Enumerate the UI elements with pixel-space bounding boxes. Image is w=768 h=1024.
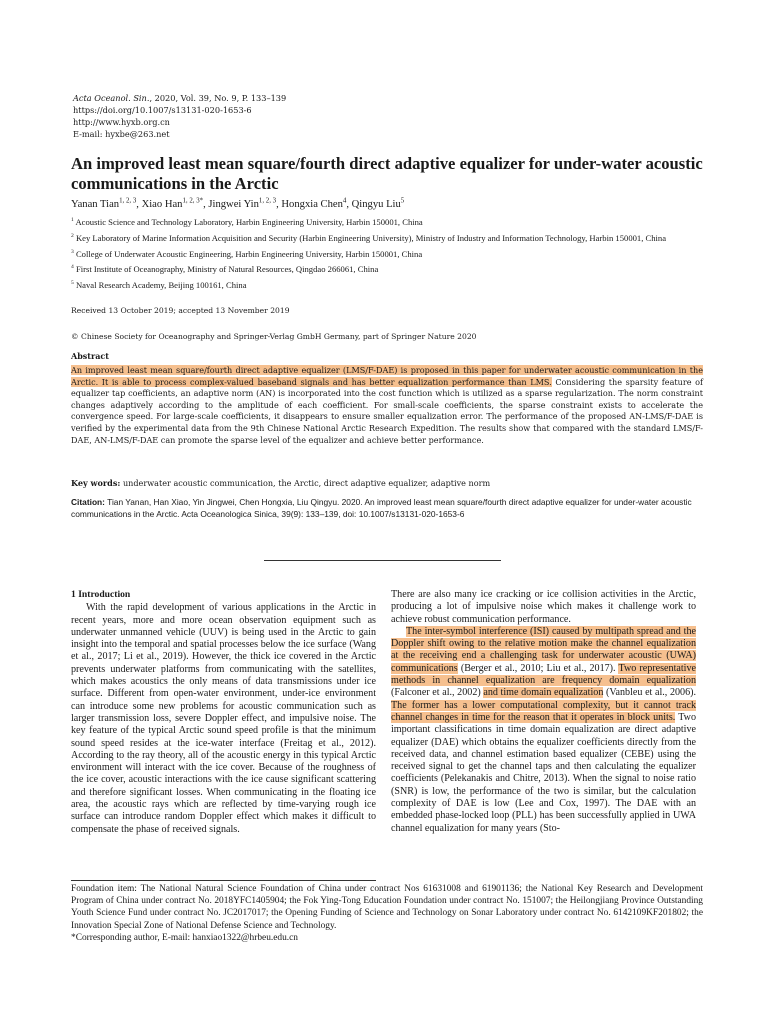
author-separator: ,	[203, 199, 209, 210]
author-name: Jingwei Yin	[208, 199, 259, 210]
affiliation-item	[71, 233, 711, 245]
intro-paragraph-1: With the rapid development of various applications in the Arctic in recent years, more and more ocean observation equipment such as underwater unmanned vehicle (UUV) is being used in the Arctic to gain insight into the temporal and spatial processes below the ice surface (Wang et al., 2017; Li et al., 2019). However, the thick ice covered in the Arctic prevents underwater platforms from communicating with the satellites, which makes acoustics the only means of data transmissions under ice surface. Different from open-water environment, under-ice environment can introduce some new problems for acoustic communication such as larger transmission loss, severe Doppler effect, and impulsive noise. The key feature of the typical Arctic sound speed profile is that the minimum sound speed resides at the ice-water interface (Freitag et al., 2012). According to the ray theory, all of the acoustic energy in this typical Arctic environment will interact with the ice cover. Because of the roughness of the ice cover, acoustic interactions with the ice cause significant scattering and therefore significant losses. When communicating in the floating ice area, the acoustic rays which are reflected by time-varying rough ice surface can introduce random Doppler effect which makes it difficult to compensate the phase of received signals.	[71, 602, 376, 835]
author-separator: ,	[276, 199, 282, 210]
affiliation-text: College of Underwater Acoustic Engineering, Harbin Engineering University, Harbin 150001, China	[73, 248, 423, 259]
affiliation-item	[71, 249, 711, 261]
author-list	[71, 199, 404, 210]
author-affiliation-marker: 1, 2, 3	[258, 197, 277, 205]
journal-header	[73, 92, 286, 140]
affiliation-list	[71, 217, 711, 296]
citation-label: Citation:	[71, 497, 105, 507]
corresponding-author-footnote: *Corresponding author, E-mail: hanxiao1322@hrbeu.edu.cn	[71, 932, 298, 943]
paper-title: An improved least mean square/fourth direct adaptive equalizer for under-water acoustic communications in the Arctic	[71, 154, 703, 193]
author-separator: ,	[346, 199, 352, 210]
abstract-heading: Abstract	[71, 351, 109, 361]
affiliation-item	[71, 280, 711, 292]
keywords-label: Key words:	[71, 478, 121, 488]
affiliation-number: 5	[71, 280, 74, 287]
intro-paragraph-3-rest: Two important classifications in time domain equalization are direct adaptive equalizer (DAE) which obtains the equalizer coefficients directly from the received data, and channel estimation based equalizer (CEBE) using the received signal to get the channel taps and then calculating the equalizer coefficients (Pelekanakis and Chitre, 2013). When the signal to noise ratio (SNR) is low, the performance of the two is similar, but the calculation complexity of DAE is low (Lee and Cox, 1997). The DAE with an embedded phase-locked loop (PLL) has been successfully applied in UWA channel equalization for many years (Sto-	[391, 711, 697, 834]
author-name: Hongxia Chen	[281, 199, 343, 210]
citation	[71, 496, 703, 520]
highlight-isi: The inter-symbol interference (ISI) caused by multipath spread and the Doppler shift owing to the relative motion make the channel equalization at the receiving end a challenging task for underwater acoustic (UWA) communications	[391, 625, 696, 674]
column-right	[391, 589, 696, 835]
footnote-divider	[71, 880, 376, 881]
section-divider	[264, 560, 501, 561]
affiliation-text: Naval Research Academy, Beijing 100161, China	[73, 280, 247, 291]
author-name: Yanan Tian	[71, 199, 120, 210]
author-affiliation-marker: 4	[342, 197, 347, 205]
affiliation-text: Key Laboratory of Marine Information Acquisition and Security (Harbin Engineering University), Ministry of Industry and Information Technology, Harbin 150001, China	[73, 232, 667, 243]
author-affiliation-marker: 5	[400, 197, 405, 205]
affiliation-number: 1	[71, 217, 74, 224]
journal-email: E-mail: hyxbe@263.net	[73, 129, 170, 139]
column-left	[71, 589, 376, 836]
affiliation-item	[71, 217, 711, 229]
author-separator: ,	[136, 199, 142, 210]
author-name: Xiao Han	[141, 199, 183, 210]
abstract-highlight: An improved least mean square/fourth direct adaptive equalizer (LMS/F-DAE) is proposed in this paper for underwater acoustic communication in the Arctic. It is able to process complex-valued baseband signals and has better equalization performance than LMS.	[71, 365, 703, 387]
funding-footnote: Foundation item: The National Natural Science Foundation of China under contract Nos 61631008 and 61901136; the National Key Research and Development Program of China under contract No. 2018YFC1405904; the Fok Ying-Tong Education Foundation under contract No. 151007; the Heilongjiang Province Outstanding Youth Science Fund under contract No. JC2017017; the Opening Funding of Science and Technology on Sonar Laboratory under contract No. 6142109KF201802; the Innovation Special Zone of National Defense Science and Technology.	[71, 884, 703, 931]
footnotes	[71, 883, 703, 944]
journal-volume: , 2020, Vol. 39, No. 9, P. 133–139	[149, 93, 287, 103]
keywords	[71, 478, 490, 488]
abstract-text: Considering the sparsity feature of equalizer tap coefficients, an adaptive norm (AN) is incorporated into the cost function which is utilized as a sparse regularization. The norm constraint changes adaptively according to the amplitude of each coefficient. For small-scale coefficients, the sparse constraint exists to accelerate the convergence speed. For large-scale coefficients, it disappears to ensure smaller equalization error. The performance of the proposed AN-LMS/F-DAE is verified by the experimental data from the 9th Chinese National Arctic Research Expedition. The results show that compared with the standard LMS/F-DAE, AN-LMS/F-DAE can promote the sparse level of the equalizer and achieve better performance.	[71, 376, 703, 445]
citation-text: Tian Yanan, Han Xiao, Yin Jingwei, Chen Hongxia, Liu Qingyu. 2020. An improved least mean square/fourth direct adaptive equalizer for under-water acoustic communications in the Arctic. Acta Oceanologica Sinica, 39(9): 133–139, doi: 10.1007/s13131-020-1653-6	[71, 497, 692, 519]
abstract-body	[71, 365, 703, 446]
intro-paragraph-3	[391, 626, 696, 835]
author-affiliation-marker: 1, 2, 3*	[182, 197, 204, 205]
ref-vanbleu: (Vanbleu et al., 2006).	[603, 687, 697, 699]
received-dates: Received 13 October 2019; accepted 13 November 2019	[71, 306, 290, 315]
intro-paragraph-2: There are also many ice cracking or ice collision activities in the Arctic, producing a lot of impulsive noise which makes it challenge work to achieve robust communication performance.	[391, 589, 696, 625]
copyright-notice: © Chinese Society for Oceanography and Springer-Verlag GmbH Germany, part of Springer Nature 2020	[71, 332, 477, 341]
author-name: Qingyu Liu	[351, 199, 401, 210]
highlight-former: The former has a lower computational complexity, but it cannot track channel changes in time for the reason that it operates in block units.	[391, 699, 696, 723]
journal-name: Acta Oceanol. Sin.	[73, 93, 150, 103]
affiliation-number: 4	[71, 264, 74, 271]
highlight-time-domain: and time domain equalization	[483, 687, 604, 699]
highlight-frequency-domain: Two representative methods in channel equalization are frequency domain equalization	[391, 662, 696, 687]
journal-doi[interactable]: https://doi.org/10.1007/s13131-020-1653-6	[73, 105, 252, 115]
journal-citation-line	[73, 92, 286, 104]
section-heading-introduction: 1 Introduction	[71, 589, 131, 600]
ref-falconer: (Falconer et al., 2002)	[391, 687, 484, 699]
ref-berger: (Berger et al., 2010; Liu et al., 2017).	[457, 662, 619, 674]
journal-url[interactable]: http://www.hyxb.org.cn	[73, 117, 170, 127]
affiliation-text: First Institute of Oceanography, Ministry of Natural Resources, Qingdao 266061, China	[73, 264, 379, 275]
affiliation-item	[71, 264, 711, 276]
affiliation-number: 3	[71, 248, 74, 255]
affiliation-number: 2	[71, 232, 74, 239]
keywords-text: underwater acoustic communication, the Arctic, direct adaptive equalizer, adaptive norm	[120, 478, 491, 488]
author-affiliation-marker: 1, 2, 3	[119, 197, 137, 205]
affiliation-text: Acoustic Science and Technology Laboratory, Harbin Engineering University, Harbin 150001, China	[73, 217, 423, 227]
